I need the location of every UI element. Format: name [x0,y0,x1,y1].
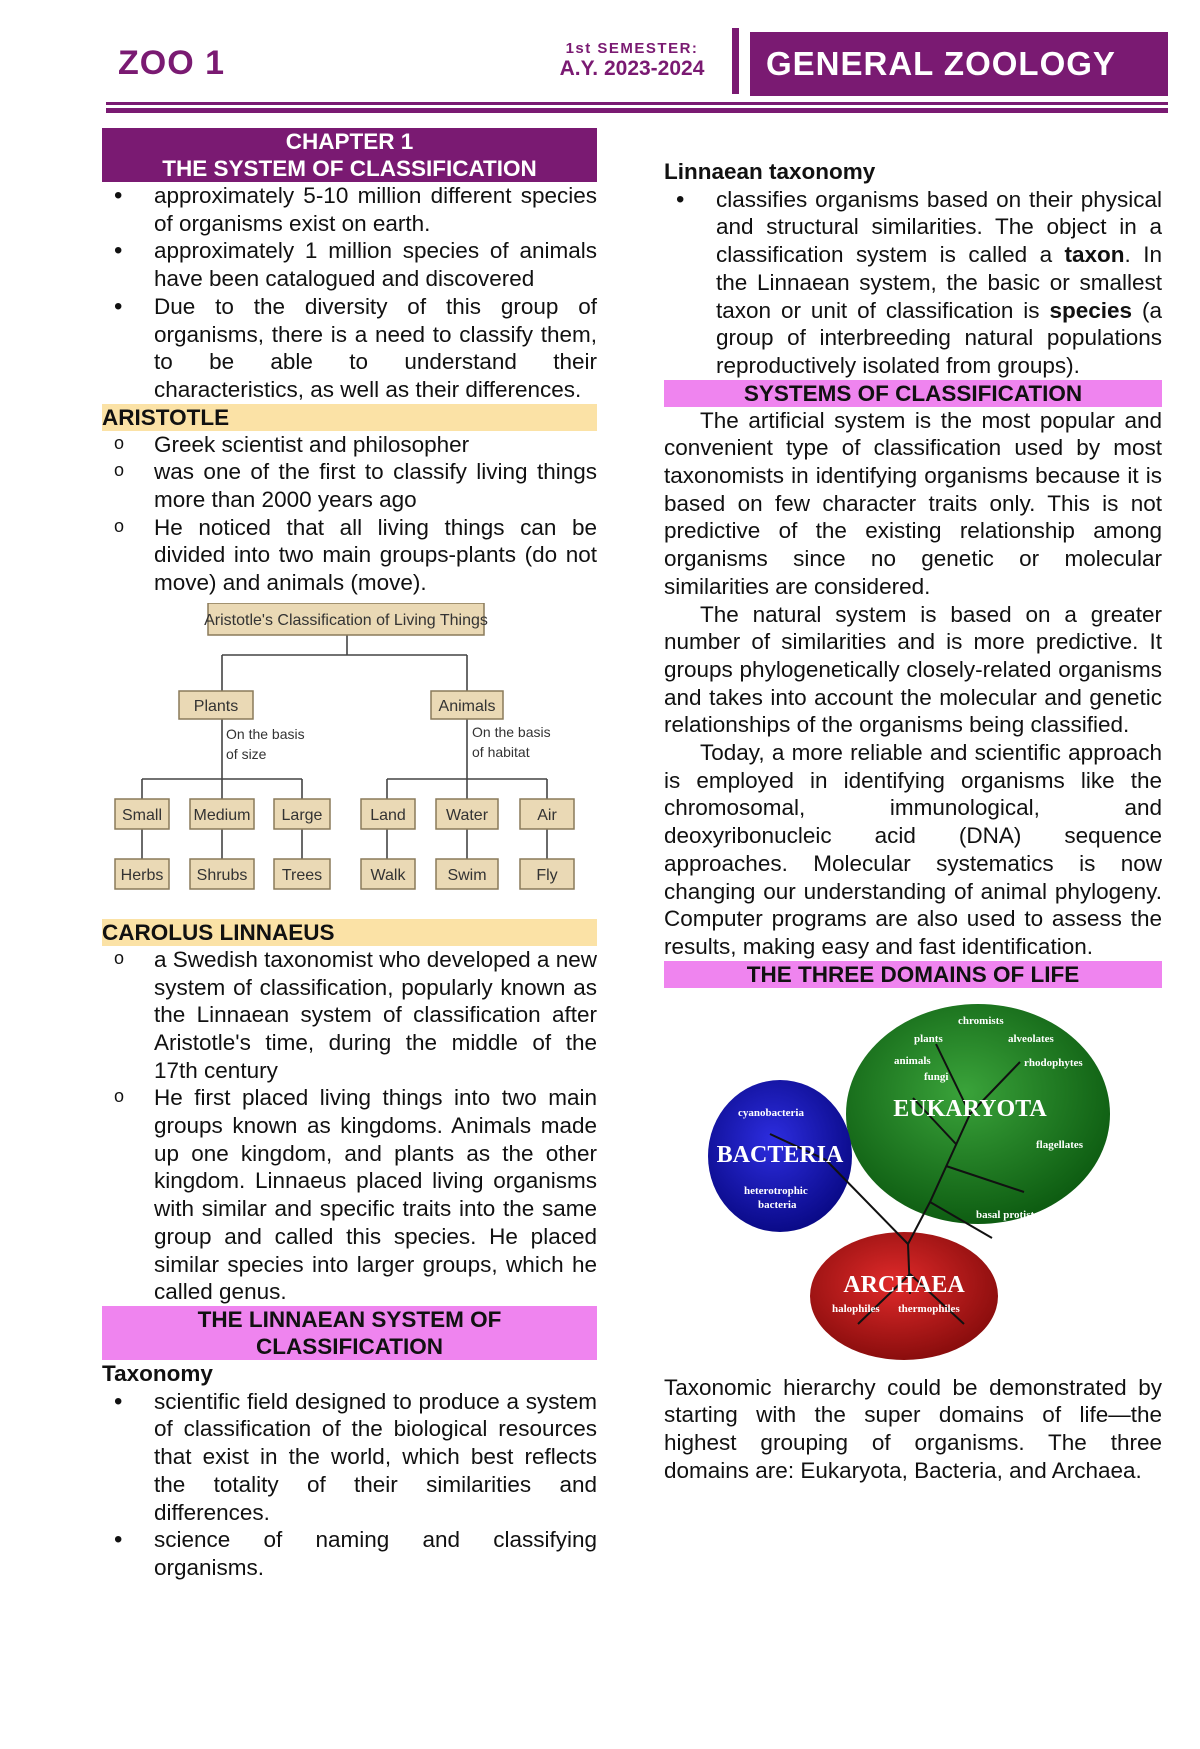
linnaean-taxonomy-label: Linnaean taxonomy [664,159,876,184]
domain-sublabel: animals [894,1054,931,1067]
header-rule-thick [106,108,1168,113]
domain-sublabel: halophiles [832,1302,880,1315]
semester-line: 1st SEMESTER: [565,40,699,57]
list-item: o He noticed that all living things can be divided into two main groups-plants (do not move) and animals (move). [102,514,597,597]
domain-sublabel: heterotrophic [744,1184,808,1197]
animals-basis-line1: On the basis [472,723,551,740]
linnaeus-heading: CAROLUS LINNAEUS [102,919,597,946]
diagram-row1-label: Water [445,806,489,824]
domain-sublabel: chromists [958,1014,1004,1027]
chapter-heading [102,128,597,182]
subject-title: GENERAL ZOOLOGY [750,32,1168,96]
diagram-row2-label: Swim [447,866,487,884]
header-divider [732,28,739,94]
linnaean-system-heading-line1: THE LINNAEAN SYSTEM OF [197,1306,502,1332]
chapter-title: THE SYSTEM OF CLASSIFICATION [162,156,537,181]
intro-list [102,182,597,404]
domain-sublabel: flagellates [1036,1138,1084,1151]
taxonomy-label: Taxonomy [102,1360,213,1386]
chapter-label: CHAPTER 1 [285,129,414,154]
diagram-row1-label: Large [281,806,323,824]
diagram-title: Aristotle's Classification of Living Things [204,611,488,629]
aristotle-list [102,431,597,597]
domain-sublabel: cyanobacteria [738,1106,804,1119]
domains-heading: THE THREE DOMAINS OF LIFE [664,961,1162,988]
list-item: • approximately 5-10 million different species of organisms exist on earth. [102,182,597,237]
list-item: • science of naming and classifying organisms. [102,1526,597,1581]
diagram-row1-label: Medium [193,806,251,824]
academic-year: A.Y. 2023-2024 [559,57,705,81]
list-item: o Greek scientist and philosopher [102,431,597,459]
diagram-row1-label: Land [370,806,406,824]
list-item: o He first placed living things into two main groups known as kingdoms. Animals made up one kingdom, and plants as the other kingdom. Linnaeus placed living organisms with similar and specific traits into the same group and called this species. He placed similar species into larger groups, which he called genus. [102,1084,597,1306]
lt-text-2: . In the Linnaean system, the basic or smallest taxon or unit of classification is [716,242,1162,323]
plants-basis-line2: of size [226,745,267,762]
list-item [664,186,1162,380]
taxonomy-list [102,1388,597,1582]
domain-sublabel: alveolates [1008,1032,1054,1045]
diagram-row2-label: Walk [370,866,406,884]
domain-sublabel: fungi [924,1070,949,1083]
linnaean-taxonomy-list [664,186,1162,380]
aristotle-heading: ARISTOTLE [102,404,597,431]
course-code: ZOO 1 [118,44,226,82]
list-item: o a Swedish taxonomist who developed a new system of classification, popularly known as the Linnaean system of classification after Aristotle's time, during the middle of the 17th century [102,946,597,1085]
linnaeus-list [102,946,597,1306]
list-item: o was one of the first to classify living things more than 2000 years ago [102,458,597,513]
diagram-row2-label: Shrubs [196,866,248,884]
plants-label: Plants [193,697,239,715]
closing-paragraph: Taxonomic hierarchy could be demonstrated by starting with the super domains of life—the highest grouping of organisms. The three domains are: Eukaryota, Bacteria, and Archaea. [664,1374,1162,1483]
domain-sublabel: thermophiles [898,1302,960,1315]
diagram-row2-label: Trees [281,866,323,884]
eukaryota-label: EUKARYOTA [893,1095,1047,1122]
header-rule-thin [106,102,1168,105]
right-column [664,158,1162,1485]
archaea-label: ARCHAEA [843,1271,965,1298]
taxon-term: taxon [1064,242,1125,268]
list-item: • scientific field designed to produce a system of classification of the biological resources that exist in the world, which best reflects the totality of their similarities and differences. [102,1388,597,1527]
list-item: • Due to the diversity of this group of organisms, there is a need to classify them, to be able to understand their characteristics, as well as their differences. [102,293,597,404]
bacteria-label: BACTERIA [716,1141,844,1168]
plants-basis-line1: On the basis [226,725,305,742]
diagram-row2-label: Herbs [120,866,164,884]
lt-text-1: classifies organisms based on their physical and structural similarities. The object in a classification system is called a [716,186,1162,268]
diagram-row2-label: Fly [536,866,558,884]
lt-text-3: (a group of interbreeding natural populations reproductively isolated from groups). [716,297,1162,378]
animals-basis-line2: of habitat [472,743,530,760]
domain-sublabel: basal protists [976,1208,1039,1221]
domain-sublabel: rhodophytes [1024,1056,1083,1069]
systems-paragraph: Today, a more reliable and scientific approach is employed in identifying organisms like the chromosomal, immunological, and deoxyribonucleic acid (DNA) sequence approaches. Molecular systematics is now changing our understanding of animal phylogeny. Computer programs are also used to assess the results, making easy and fast identification. [664,740,1162,959]
list-item: • approximately 1 million species of animals have been catalogued and discovered [102,237,597,292]
domain-sublabel: plants [914,1032,943,1045]
linnaean-system-heading-line2: CLASSIFICATION [255,1333,444,1359]
systems-heading: SYSTEMS OF CLASSIFICATION [664,380,1162,407]
animals-label: Animals [438,697,496,715]
linnaean-system-heading [102,1306,597,1360]
systems-paragraph: The natural system is based on a greater number of similarities and is more predictive. It groups phylogenetically closely-related organisms and takes into account the molecular and genetic relationships of the organisms being classified. [664,601,1162,738]
semester-info [548,40,716,81]
systems-paragraph: The artificial system is the most popular and convenient type of classification used by most taxonomists in identifying organisms because it is based on few character traits only. This is not predictive of the existing relationship among organisms since no genetic or molecular similarities are considered. [664,407,1162,599]
diagram-row1-label: Air [537,806,557,824]
aristotle-classification-diagram [102,603,597,905]
species-term: species [1049,297,1133,323]
diagram-row1-label: Small [121,806,163,824]
three-domains-figure [708,1004,1118,1374]
left-column [102,128,597,1582]
domain-sublabel: bacteria [758,1198,797,1211]
